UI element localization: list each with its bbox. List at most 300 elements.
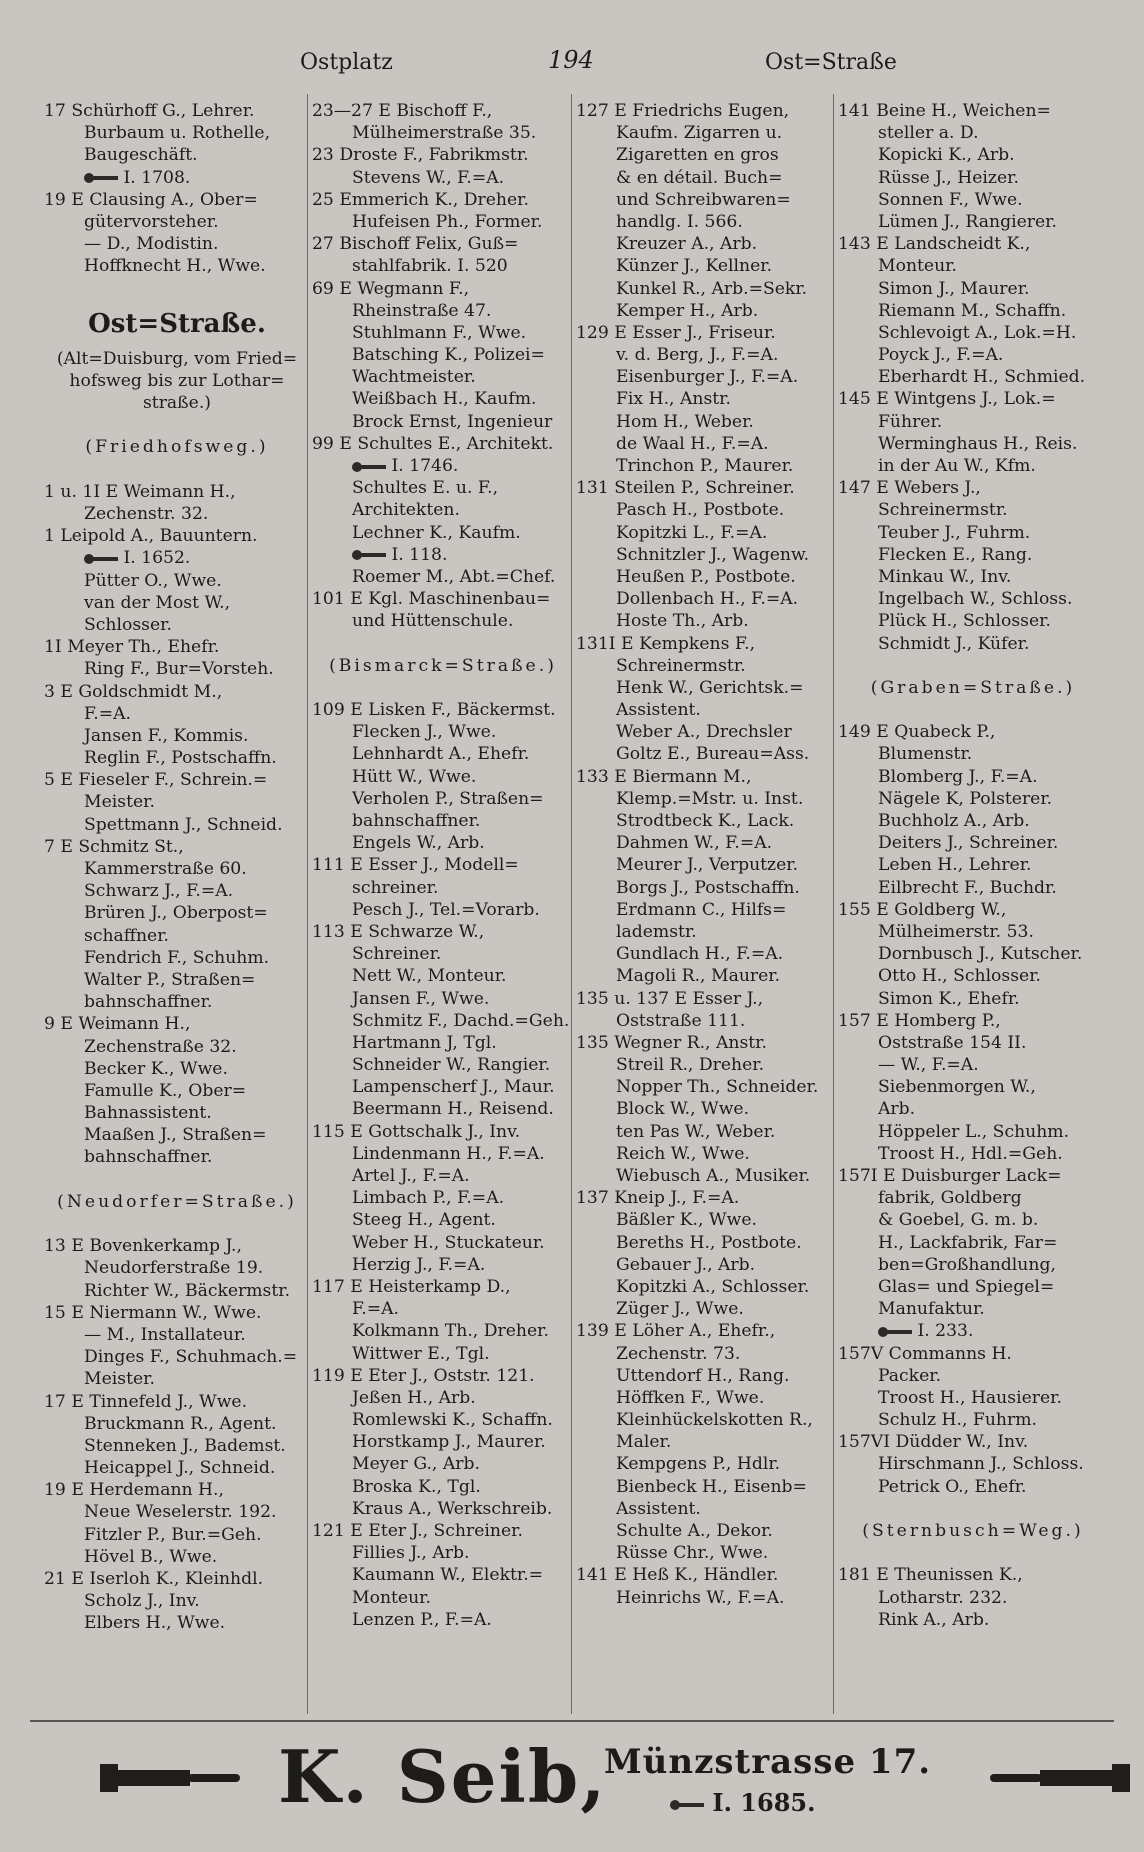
entry-text: Neudorferstraße 19. xyxy=(84,1258,264,1279)
entry-text: 127 E Friedrichs Eugen, xyxy=(576,101,790,121)
directory-entry xyxy=(44,947,310,969)
directory-entry xyxy=(312,1032,574,1054)
directory-entry xyxy=(312,1343,574,1365)
directory-entry xyxy=(312,1609,574,1631)
directory-entry xyxy=(312,388,574,410)
entry-text: bahnschaffner. xyxy=(352,811,481,831)
entry-text: Reich W., Wwe. xyxy=(616,1143,750,1164)
directory-entry xyxy=(838,122,1108,144)
footer-divider xyxy=(30,1720,1114,1722)
directory-entry xyxy=(576,189,834,211)
directory-entry xyxy=(312,854,574,876)
entry-text: 1I Meyer Th., Ehefr. xyxy=(44,637,220,658)
directory-entry xyxy=(576,1121,834,1143)
page-number: 194 xyxy=(548,46,594,74)
directory-entry xyxy=(312,1431,574,1453)
entry-text: 141 Beine H., Weichen= xyxy=(838,101,1051,121)
entry-text: Famulle K., Ober= xyxy=(84,1080,247,1101)
directory-entry xyxy=(838,810,1108,832)
entry-text: Henk W., Gerichtsk.= xyxy=(616,677,804,698)
directory-entry xyxy=(838,211,1108,233)
entry-text: Rheinstraße 47. xyxy=(352,300,492,321)
entry-text: Kempgens P., Hdlr. xyxy=(616,1454,781,1475)
directory-entry xyxy=(576,965,834,987)
directory-entry xyxy=(838,721,1108,743)
directory-entry xyxy=(838,433,1108,455)
entry-text: und Schreibwaren= xyxy=(616,189,791,210)
directory-entry xyxy=(44,1257,310,1279)
entry-text: 5 E Fieseler F., Schrein.= xyxy=(44,770,268,791)
directory-entry xyxy=(576,1143,834,1165)
directory-entry xyxy=(44,167,310,189)
directory-entry xyxy=(44,233,310,255)
directory-entry xyxy=(44,189,310,211)
entry-text: Limbach P., F.=A. xyxy=(352,1188,505,1209)
entry-text: 157I E Duisburger Lack= xyxy=(838,1166,1062,1186)
directory-entry xyxy=(312,1209,574,1231)
entry-text: 115 E Gottschalk J., Inv. xyxy=(312,1121,521,1142)
entry-text: Deiters J., Schreiner. xyxy=(878,833,1059,854)
directory-entry xyxy=(576,1587,834,1609)
entry-text: (Friedhofsweg.) xyxy=(85,437,269,458)
directory-entry xyxy=(312,1587,574,1609)
entry-text: Ost=Straße. xyxy=(88,308,266,339)
entry-text: 27 Bischoff Felix, Guß= xyxy=(312,234,519,255)
entry-text: Hom H., Weber. xyxy=(616,411,754,432)
directory-entry xyxy=(44,1302,310,1324)
entry-text: Scholz J., Inv. xyxy=(84,1591,200,1612)
entry-text: — M., Installateur. xyxy=(84,1324,246,1345)
directory-entry xyxy=(44,255,310,277)
entry-text: Flecken E., Rang. xyxy=(878,544,1033,565)
directory-entry xyxy=(576,1542,834,1564)
directory-entry xyxy=(44,1546,310,1568)
directory-entry xyxy=(576,1520,834,1542)
directory-entry xyxy=(44,1080,310,1102)
cross-street-label xyxy=(44,436,310,458)
entry-text: bahnschaffner. xyxy=(84,992,213,1013)
entry-text: 119 E Eter J., Oststr. 121. xyxy=(312,1365,535,1386)
entry-text: 19 E Clausing A., Ober= xyxy=(44,189,258,210)
directory-entry xyxy=(312,1409,574,1431)
directory-entry xyxy=(576,522,834,544)
telephone-icon xyxy=(352,550,386,560)
entry-text: Heußen P., Postbote. xyxy=(616,566,796,587)
entry-text: (Bismarck=Straße.) xyxy=(329,655,557,676)
entry-text: 157VI Düdder W., Inv. xyxy=(838,1432,1029,1453)
entry-text: 69 E Wegmann F., xyxy=(312,278,470,299)
directory-entry xyxy=(838,1609,1108,1631)
entry-text: Brock Ernst, Ingenieur xyxy=(352,411,553,432)
entry-text: Höppeler L., Schuhm. xyxy=(878,1121,1070,1142)
directory-entry xyxy=(576,921,834,943)
entry-text: Goltz E., Bureau=Ass. xyxy=(616,744,810,765)
directory-entry xyxy=(576,1298,834,1320)
entry-text: Kammerstraße 60. xyxy=(84,859,247,879)
directory-entry xyxy=(44,1346,310,1368)
directory-entry xyxy=(44,1524,310,1546)
entry-text: Maler. xyxy=(616,1432,672,1453)
entry-text: Dornbusch J., Kutscher. xyxy=(878,944,1083,965)
directory-entry xyxy=(576,1209,834,1231)
directory-entry xyxy=(838,499,1108,521)
directory-entry xyxy=(838,788,1108,810)
entry-text: Künzer J., Kellner. xyxy=(616,256,773,277)
directory-entry xyxy=(44,703,310,725)
entry-text: Ring F., Bur=Vorsteh. xyxy=(84,659,274,680)
entry-text: schreiner. xyxy=(352,877,439,898)
entry-text: Bruckmann R., Agent. xyxy=(84,1413,277,1434)
entry-text: 1 u. 1I E Weimann H., xyxy=(44,481,236,502)
entry-text: Kolkmann Th., Dreher. xyxy=(352,1321,549,1342)
entry-text: de Waal H., F.=A. xyxy=(616,433,769,454)
entry-text: Troost H., Hdl.=Geh. xyxy=(878,1143,1063,1164)
entry-text: (Graben=Straße.) xyxy=(870,677,1076,698)
entry-text: Pesch J., Tel.=Vorarb. xyxy=(352,899,540,920)
entry-text: Bienbeck H., Eisenb= xyxy=(616,1476,807,1497)
entry-text: 155 E Goldberg W., xyxy=(838,899,1007,920)
entry-text: H., Lackfabrik, Far= xyxy=(878,1232,1058,1253)
entry-text: 135 Wegner R., Anstr. xyxy=(576,1032,767,1053)
entry-text: Nägele K, Polsterer. xyxy=(878,788,1053,809)
cross-street-label xyxy=(838,1520,1108,1542)
entry-text: Elbers H., Wwe. xyxy=(84,1613,226,1634)
spacer xyxy=(44,1169,310,1191)
directory-entry xyxy=(44,1435,310,1457)
directory-entry xyxy=(44,1590,310,1612)
directory-entry xyxy=(312,1232,574,1254)
directory-entry xyxy=(576,788,834,810)
directory-entry xyxy=(44,969,310,991)
entry-text: Blomberg J., F.=A. xyxy=(878,766,1038,787)
directory-entry xyxy=(44,1324,310,1346)
entry-text: Wachtmeister. xyxy=(352,367,476,388)
entry-text: — W., F.=A. xyxy=(878,1055,979,1076)
directory-entry xyxy=(576,1165,834,1187)
directory-entry xyxy=(576,721,834,743)
entry-text: Magoli R., Maurer. xyxy=(616,966,781,987)
entry-text: Petrick O., Ehefr. xyxy=(878,1476,1027,1497)
directory-entry xyxy=(838,1054,1108,1076)
entry-text: Kopitzki A., Schlosser. xyxy=(616,1276,810,1297)
entry-text: 17 E Tinnefeld J., Wwe. xyxy=(44,1391,248,1412)
directory-entry xyxy=(312,1476,574,1498)
entry-text: Sonnen F., Wwe. xyxy=(878,189,1023,210)
entry-text: — D., Modistin. xyxy=(84,234,219,255)
directory-entry xyxy=(312,1564,574,1586)
directory-entry xyxy=(838,1098,1108,1120)
entry-text: gütervorsteher. xyxy=(84,211,219,232)
entry-text: Maaßen J., Straßen= xyxy=(84,1125,267,1146)
entry-text: Meister. xyxy=(84,792,155,813)
entry-text: F.=A. xyxy=(84,703,131,724)
directory-entry xyxy=(838,233,1108,255)
directory-entry xyxy=(576,167,834,189)
entry-text: 111 E Esser J., Modell= xyxy=(312,855,519,876)
advertiser-name: K. Seib, xyxy=(278,1734,608,1819)
directory-entry xyxy=(838,766,1108,788)
page-header xyxy=(0,42,1144,82)
entry-text: Zigaretten en gros xyxy=(616,145,779,166)
entry-text: Lechner K., Kaufm. xyxy=(352,522,521,543)
entry-text: & en détail. Buch= xyxy=(616,167,783,188)
directory-entry xyxy=(838,1143,1108,1165)
entry-text: Assistent. xyxy=(616,1498,701,1519)
entry-text: 157V Commanns H. xyxy=(838,1343,1012,1364)
directory-entry xyxy=(838,743,1108,765)
entry-text: Lenzen P., F.=A. xyxy=(352,1609,492,1630)
entry-text: 117 E Heisterkamp D., xyxy=(312,1276,511,1297)
entry-text: Wittwer E., Tgl. xyxy=(352,1343,490,1364)
directory-entry xyxy=(576,122,834,144)
entry-text: Weber A., Drechsler xyxy=(616,722,792,743)
directory-entry xyxy=(312,1320,574,1342)
entry-text: 143 E Landscheidt K., xyxy=(838,234,1031,255)
entry-text: Schlevoigt A., Lok.=H. xyxy=(878,322,1077,343)
entry-text: Poyck J., F.=A. xyxy=(878,345,1004,366)
entry-text: Strodtbeck K., Lack. xyxy=(616,811,795,831)
directory-entry xyxy=(44,1391,310,1413)
entry-text: Neue Weselerstr. 192. xyxy=(84,1502,277,1523)
spacer xyxy=(44,1213,310,1235)
directory-entry xyxy=(44,570,310,592)
directory-entry xyxy=(838,854,1108,876)
directory-entry xyxy=(576,1564,834,1586)
entry-text: Fix H., Anstr. xyxy=(616,389,731,410)
directory-entry xyxy=(576,610,834,632)
directory-entry xyxy=(576,943,834,965)
directory-entry xyxy=(838,1387,1108,1409)
entry-text: 1 Leipold A., Bauuntern. xyxy=(44,526,258,547)
directory-entry xyxy=(44,503,310,525)
entry-text: Zechenstraße 32. xyxy=(84,1036,237,1057)
directory-entry xyxy=(838,1076,1108,1098)
directory-entry xyxy=(312,1143,574,1165)
entry-text: Simon K., Ehefr. xyxy=(878,988,1020,1009)
directory-entry xyxy=(312,477,574,499)
directory-entry xyxy=(44,1124,310,1146)
spacer xyxy=(838,655,1108,677)
entry-text: Lindenmann H., F.=A. xyxy=(352,1143,545,1164)
directory-entry xyxy=(312,1010,574,1032)
entry-text: 147 E Webers J., xyxy=(838,478,981,499)
entry-text: Dinges F., Schuhmach.= xyxy=(84,1347,298,1368)
street-description xyxy=(44,392,310,414)
entry-text: 23 Droste F., Fabrikmstr. xyxy=(312,145,529,166)
entry-text: fabrik, Goldberg xyxy=(878,1188,1022,1209)
entry-text: Schreinermstr. xyxy=(616,655,746,676)
entry-text: 137 Kneip J., F.=A. xyxy=(576,1188,740,1209)
entry-text: Kopicki K., Arb. xyxy=(878,145,1015,166)
entry-text: Simon J., Maurer. xyxy=(878,278,1030,299)
advertiser-address: Münzstrasse 17. xyxy=(604,1742,932,1782)
directory-entry xyxy=(576,1254,834,1276)
entry-text: & Goebel, G. m. b. xyxy=(878,1210,1039,1231)
entry-text: Schreiner. xyxy=(352,944,442,965)
entry-text: Reglin F., Postschaffn. xyxy=(84,748,277,769)
directory-entry xyxy=(576,588,834,610)
directory-entry xyxy=(44,592,310,614)
directory-entry xyxy=(44,144,310,166)
entry-text: stahlfabrik. I. 520 xyxy=(352,256,508,277)
entry-text: (Sternbusch=Weg.) xyxy=(862,1521,1084,1541)
directory-entry xyxy=(576,1343,834,1365)
directory-entry xyxy=(576,677,834,699)
entry-text: Artel J., F.=A. xyxy=(352,1166,470,1186)
directory-entry xyxy=(44,681,310,703)
directory-entry xyxy=(312,810,574,832)
entry-text: Kleinhückelskotten R., xyxy=(616,1410,813,1431)
directory-entry xyxy=(576,300,834,322)
directory-entry xyxy=(576,544,834,566)
entry-text: Fillies J., Arb. xyxy=(352,1543,470,1564)
entry-text: Schnitzler J., Wagenw. xyxy=(616,544,810,565)
directory-entry xyxy=(576,877,834,899)
entry-text: Roemer M., Abt.=Chef. xyxy=(352,566,556,587)
directory-entry xyxy=(576,322,834,344)
directory-entry xyxy=(576,633,834,655)
directory-entry xyxy=(576,1476,834,1498)
header-left-street: Ostplatz xyxy=(300,50,393,75)
entry-text: 129 E Esser J., Friseur. xyxy=(576,322,776,343)
entry-text: in der Au W., Kfm. xyxy=(878,456,1036,476)
directory-entry xyxy=(838,1276,1108,1298)
entry-text: Nopper Th., Schneider. xyxy=(616,1077,819,1098)
entry-text: Lümen J., Rangierer. xyxy=(878,211,1057,232)
entry-text: Hufeisen Ph., Former. xyxy=(352,211,543,232)
directory-entry xyxy=(312,699,574,721)
directory-entry xyxy=(312,344,574,366)
directory-entry xyxy=(576,699,834,721)
directory-entry xyxy=(576,1320,834,1342)
directory-entry xyxy=(576,1076,834,1098)
directory-entry xyxy=(44,858,310,880)
entry-text: I. 233. xyxy=(917,1321,974,1342)
directory-entry xyxy=(576,1032,834,1054)
directory-entry xyxy=(838,1453,1108,1475)
directory-entry xyxy=(312,233,574,255)
entry-text: 135 u. 137 E Esser J., xyxy=(576,988,764,1009)
directory-entry xyxy=(44,1612,310,1634)
directory-entry xyxy=(44,481,310,503)
entry-text: Richter W., Bäckermstr. xyxy=(84,1280,291,1301)
directory-entry xyxy=(576,144,834,166)
entry-text: Dollenbach H., F.=A. xyxy=(616,589,799,610)
directory-entry xyxy=(838,1431,1108,1453)
column-3 xyxy=(576,100,834,1609)
entry-text: Horstkamp J., Maurer. xyxy=(352,1432,546,1453)
entry-text: Batsching K., Polizei= xyxy=(352,345,545,366)
entry-text: Siebenmorgen W., xyxy=(878,1077,1036,1098)
directory-entry xyxy=(838,877,1108,899)
directory-entry xyxy=(44,1479,310,1501)
advertisement xyxy=(0,1720,1144,1840)
directory-entry xyxy=(312,988,574,1010)
entry-text: Mülheimerstraße 35. xyxy=(352,123,537,144)
directory-entry xyxy=(44,814,310,836)
entry-text: Flecken J., Wwe. xyxy=(352,722,497,743)
directory-entry xyxy=(44,614,310,636)
directory-entry xyxy=(312,943,574,965)
directory-entry xyxy=(312,122,574,144)
entry-text: 145 E Wintgens J., Lok.= xyxy=(838,389,1056,410)
entry-text: lademstr. xyxy=(616,921,697,942)
directory-entry xyxy=(838,455,1108,477)
directory-entry xyxy=(576,899,834,921)
directory-entry xyxy=(838,1409,1108,1431)
directory-entry xyxy=(838,1343,1108,1365)
directory-entry xyxy=(44,1235,310,1257)
entry-text: 3 E Goldschmidt M., xyxy=(44,681,223,702)
directory-entry xyxy=(576,1276,834,1298)
entry-text: 121 E Eter J., Schreiner. xyxy=(312,1521,523,1541)
directory-entry xyxy=(838,1476,1108,1498)
entry-text: Oststraße 154 II. xyxy=(878,1032,1027,1053)
directory-entry xyxy=(312,899,574,921)
directory-entry xyxy=(312,1187,574,1209)
directory-entry xyxy=(312,455,574,477)
directory-entry xyxy=(838,633,1108,655)
entry-text: Becker K., Wwe. xyxy=(84,1058,228,1079)
entry-text: steller a. D. xyxy=(878,123,979,144)
directory-entry xyxy=(838,921,1108,943)
entry-text: Höffken F., Wwe. xyxy=(616,1387,765,1408)
entry-text: Heinrichs W., F.=A. xyxy=(616,1587,785,1608)
directory-entry xyxy=(44,925,310,947)
directory-entry xyxy=(838,100,1108,122)
entry-text: Klemp.=Mstr. u. Inst. xyxy=(616,788,804,809)
directory-entry xyxy=(838,544,1108,566)
entry-text: Eilbrecht F., Buchdr. xyxy=(878,877,1057,898)
directory-entry xyxy=(44,747,310,769)
entry-text: Minkau W., Inv. xyxy=(878,566,1012,587)
entry-text: Bäßler K., Wwe. xyxy=(616,1210,757,1231)
directory-entry xyxy=(312,832,574,854)
entry-text: 15 E Niermann W., Wwe. xyxy=(44,1302,262,1323)
spacer xyxy=(44,278,310,300)
telephone-icon xyxy=(878,1327,912,1337)
entry-text: Architekten. xyxy=(352,500,460,521)
entry-text: 23—27 E Bischoff F., xyxy=(312,101,493,121)
directory-entry xyxy=(312,965,574,987)
directory-entry xyxy=(312,522,574,544)
entry-text: Jansen F., Wwe. xyxy=(352,988,490,1009)
entry-text: Pütter O., Wwe. xyxy=(84,570,222,591)
directory-entry xyxy=(44,1036,310,1058)
directory-entry xyxy=(312,144,574,166)
entry-text: Weißbach H., Kaufm. xyxy=(352,389,537,410)
entry-text: bahnschaffner. xyxy=(84,1147,213,1168)
directory-entry xyxy=(838,1254,1108,1276)
entry-text: 149 E Quabeck P., xyxy=(838,722,996,743)
directory-entry xyxy=(44,547,310,569)
entry-text: Trinchon P., Maurer. xyxy=(616,456,794,476)
entry-text: Steeg H., Agent. xyxy=(352,1210,496,1231)
directory-entry xyxy=(838,1564,1108,1586)
entry-text: ten Pas W., Weber. xyxy=(616,1121,776,1142)
directory-entry xyxy=(312,877,574,899)
entry-text: Weber H., Stuckateur. xyxy=(352,1232,545,1253)
entry-text: Stenneken J., Bademst. xyxy=(84,1435,286,1456)
directory-entry xyxy=(312,1387,574,1409)
directory-entry xyxy=(312,921,574,943)
directory-entry xyxy=(576,1431,834,1453)
directory-entry xyxy=(312,499,574,521)
column-1 xyxy=(44,100,310,1635)
entry-text: Borgs J., Postschaffn. xyxy=(616,877,800,898)
entry-text: 141 E Heß K., Händler. xyxy=(576,1565,779,1586)
entry-text: Meurer J., Verputzer. xyxy=(616,855,799,876)
